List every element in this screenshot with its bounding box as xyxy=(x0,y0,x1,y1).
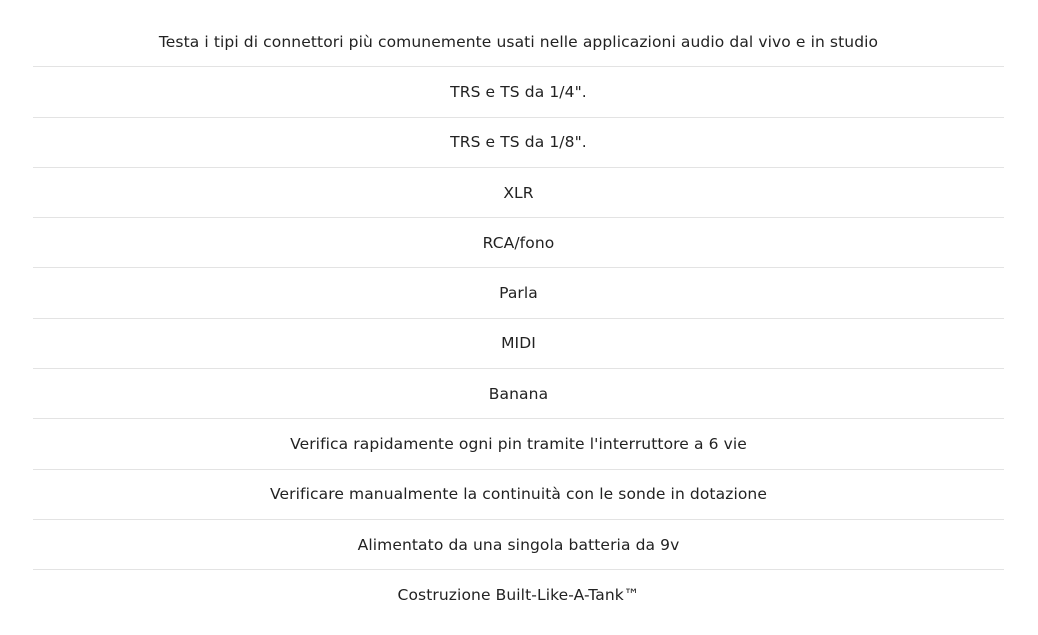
feature-item-six-way-switch: Verifica rapidamente ogni pin tramite l'interruttore a 6 vie xyxy=(33,419,1004,469)
feature-item-xlr: XLR xyxy=(33,168,1004,218)
feature-item-battery: Alimentato da una singola batteria da 9v xyxy=(33,520,1004,570)
feature-item-quarter-inch: TRS e TS da 1/4". xyxy=(33,67,1004,117)
feature-item-rca: RCA/fono xyxy=(33,218,1004,268)
feature-item-banana: Banana xyxy=(33,369,1004,419)
feature-item-connector-types: Testa i tipi di connettori più comunemente usati nelle applicazioni audio dal vivo e in studio xyxy=(33,17,1004,67)
feature-item-probes: Verificare manualmente la continuità con le sonde in dotazione xyxy=(33,470,1004,520)
feature-item-midi: MIDI xyxy=(33,319,1004,369)
feature-item-construction: Costruzione Built-Like-A-Tank™ xyxy=(397,586,640,605)
feature-item-eighth-inch: TRS e TS da 1/8". xyxy=(33,118,1004,168)
feature-list xyxy=(33,17,1004,621)
feature-item-speakon: Parla xyxy=(33,268,1004,318)
